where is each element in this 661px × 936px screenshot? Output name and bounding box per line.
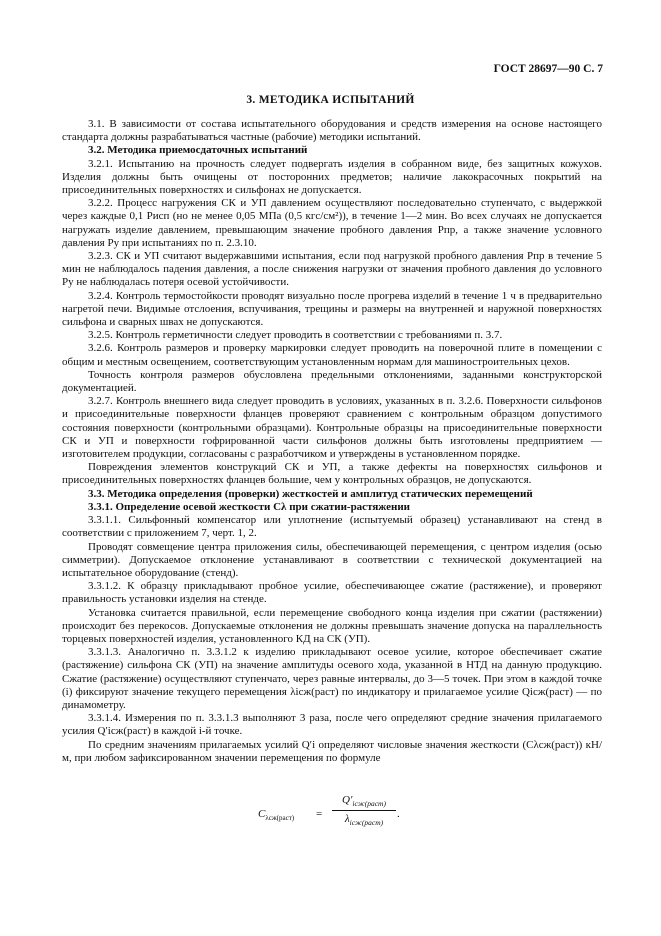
paragraph: 3.2.3. СК и УП считают выдержавшими испытания, если под нагрузкой пробного давления Pпр в течение 5 мин не наблюдалось падения давления, а после снижения нагрузки от значения пробного давления до условного Pу не наблюдалась потеря осевой устойчивости.: [62, 250, 602, 289]
subsection-heading: 3.3. Методика определения (проверки) жесткостей и амплитуд статических перемещений: [88, 487, 533, 500]
paragraph: 3.2.7. Контроль внешнего вида следует проводить в условиях, указанных в п. 3.2.6. Поверхности сильфонов и присоединительные поверхности фланцев проверяют сравнением с контрольным образцом допустимого состояния поверхности (контрольными образцами). Контрольные образцы на присоединительные поверхности СК и УП и поверхности гофрированной части сильфонов должны быть изготовлены предприятием — изготовителем продукции, согласованы с разработчиком и утверждены в установленном порядке.: [62, 395, 602, 461]
paragraph: По средним значениям прилагаемых усилий Q′i определяют числовые значения жесткости (Cλсж(раст)) кН/м, при любом зафиксированном значении перемещения по формуле: [62, 738, 602, 764]
formula-numerator: $Q'_{iсж(раст)}$: [342, 794, 386, 809]
subsection-heading: 3.2. Методика приемосдаточных испытаний: [88, 144, 308, 157]
paragraph: 3.3.1.1. Сильфонный компенсатор или уплотнение (испытуемый образец) устанавливают на стенд в соответствии с приложением 7, черт. 1, 2.: [62, 514, 602, 540]
paragraph: Повреждения элементов конструкций СК и УП, а также дефекты на поверхностях сильфонов и присоединительных поверхностях фланцев большие, чем у контрольных образцов, не допускаются.: [62, 461, 602, 487]
page-header: ГОСТ 28697—90 С. 7: [493, 63, 603, 75]
formula-lhs: $C_{\lambda сж(раст)}$: [258, 808, 295, 823]
formula-equals: =: [316, 808, 323, 820]
paragraph: Проводят совмещение центра приложения силы, обеспечивающей перемещения, с центром изделия (осью симметрии). Допускаемое отклонение устанавливают в соответствии с технической документацией на испытательное оборудование (стенд).: [62, 540, 602, 579]
formula-fraction: [332, 794, 396, 827]
paragraph: 3.2.4. Контроль термостойкости проводят визуально после прогрева изделий в течение 1 ч в предварительно нагретой печи. Видимые отслоения, вспучивания, трещины и размеры на внутренней и наружной поверхностях сильфона и сварных швах не допускаются.: [62, 289, 602, 329]
paragraph: 3.3.1.4. Измерения по п. 3.3.1.3 выполняют 3 раза, после чего определяют средние значения прилагаемого усилия Q′iсж(раст) в каждой i-й точке.: [62, 712, 602, 738]
formula-end: .: [397, 808, 400, 820]
paragraph: 3.2.6. Контроль размеров и проверку маркировки следует проводить на поверочной плите в помещении с общим и местным освещением, соответствующим установленным нормам для машиностроительных цехов.: [62, 342, 602, 368]
paragraph: 3.3.1.3. Аналогично п. 3.3.1.2 к изделию прикладывают осевое усилие, которое обеспечивает сжатие (растяжение) сильфона СК (УП) на значение амплитуды осевого хода, указанной в НТД на данную продукцию. Сжатие (растяжение) осуществляют ступенчато, через равные интервалы, до 3—5 точек. При этом в каждой точке (i) фиксируют значение текущего перемещения λiсж(раст) по индикатору и прилагаемое усилие Qiсж(раст) — по динамометру.: [62, 646, 602, 711]
paragraph: 3.3.1.2. К образцу прикладывают пробное усилие, обеспечивающее сжатие (растяжение), и проверяют правильность установки изделия на стенде.: [62, 580, 602, 606]
paragraph: 3.2.1. Испытанию на прочность следует подвергать изделия в собранном виде, без защитных кожухов. Изделия должны быть очищены от посторонних предметов; наличие лакокрасочных покрытий на присоединительных поверхностях и сильфонах не допускается.: [62, 157, 602, 197]
formula-denominator: $\lambda_{iсж(раст)}$: [344, 813, 384, 828]
subsection-heading: 3.3.1. Определение осевой жесткости Cλ при сжатии-растяжении: [88, 500, 411, 513]
paragraph: Установка считается правильной, если перемещение свободного конца изделия при сжатии (растяжении) происходит без перекосов. Допускаемые отклонения не должны превышать значение допуска на параллельность торцевых поверхностей изделия, установленного КД на СК (УП).: [62, 606, 602, 645]
stiffness-formula: [258, 794, 458, 844]
paragraph: Точность контроля размеров обусловлена предельными отклонениями, заданными конструкторской документацией.: [62, 368, 602, 395]
paragraph: 3.2.5. Контроль герметичности следует проводить в соответствии с требованиями п. 3.7.: [88, 329, 503, 342]
section-title: 3. МЕТОДИКА ИСПЫТАНИЙ: [246, 94, 415, 106]
paragraph: 3.1. В зависимости от состава испытательного оборудования и средств измерения на основе настоящего стандарта должны разрабатываться частные (рабочие) методики испытаний.: [62, 118, 602, 144]
document-body: [62, 118, 602, 765]
paragraph: 3.2.2. Процесс нагружения СК и УП давлением осуществляют последовательно ступенчато, с выдержкой через каждые 0,1 Pисп (но не менее 0,05 МПа (0,5 кгс/см²)), в течение 1—2 мин. Во всех случаях не допускается нагружать изделие давлением, превышающим значение пробного давления Pпр, а также значение условного давления Pу при испытаниях по п. 2.3.10.: [62, 197, 602, 249]
